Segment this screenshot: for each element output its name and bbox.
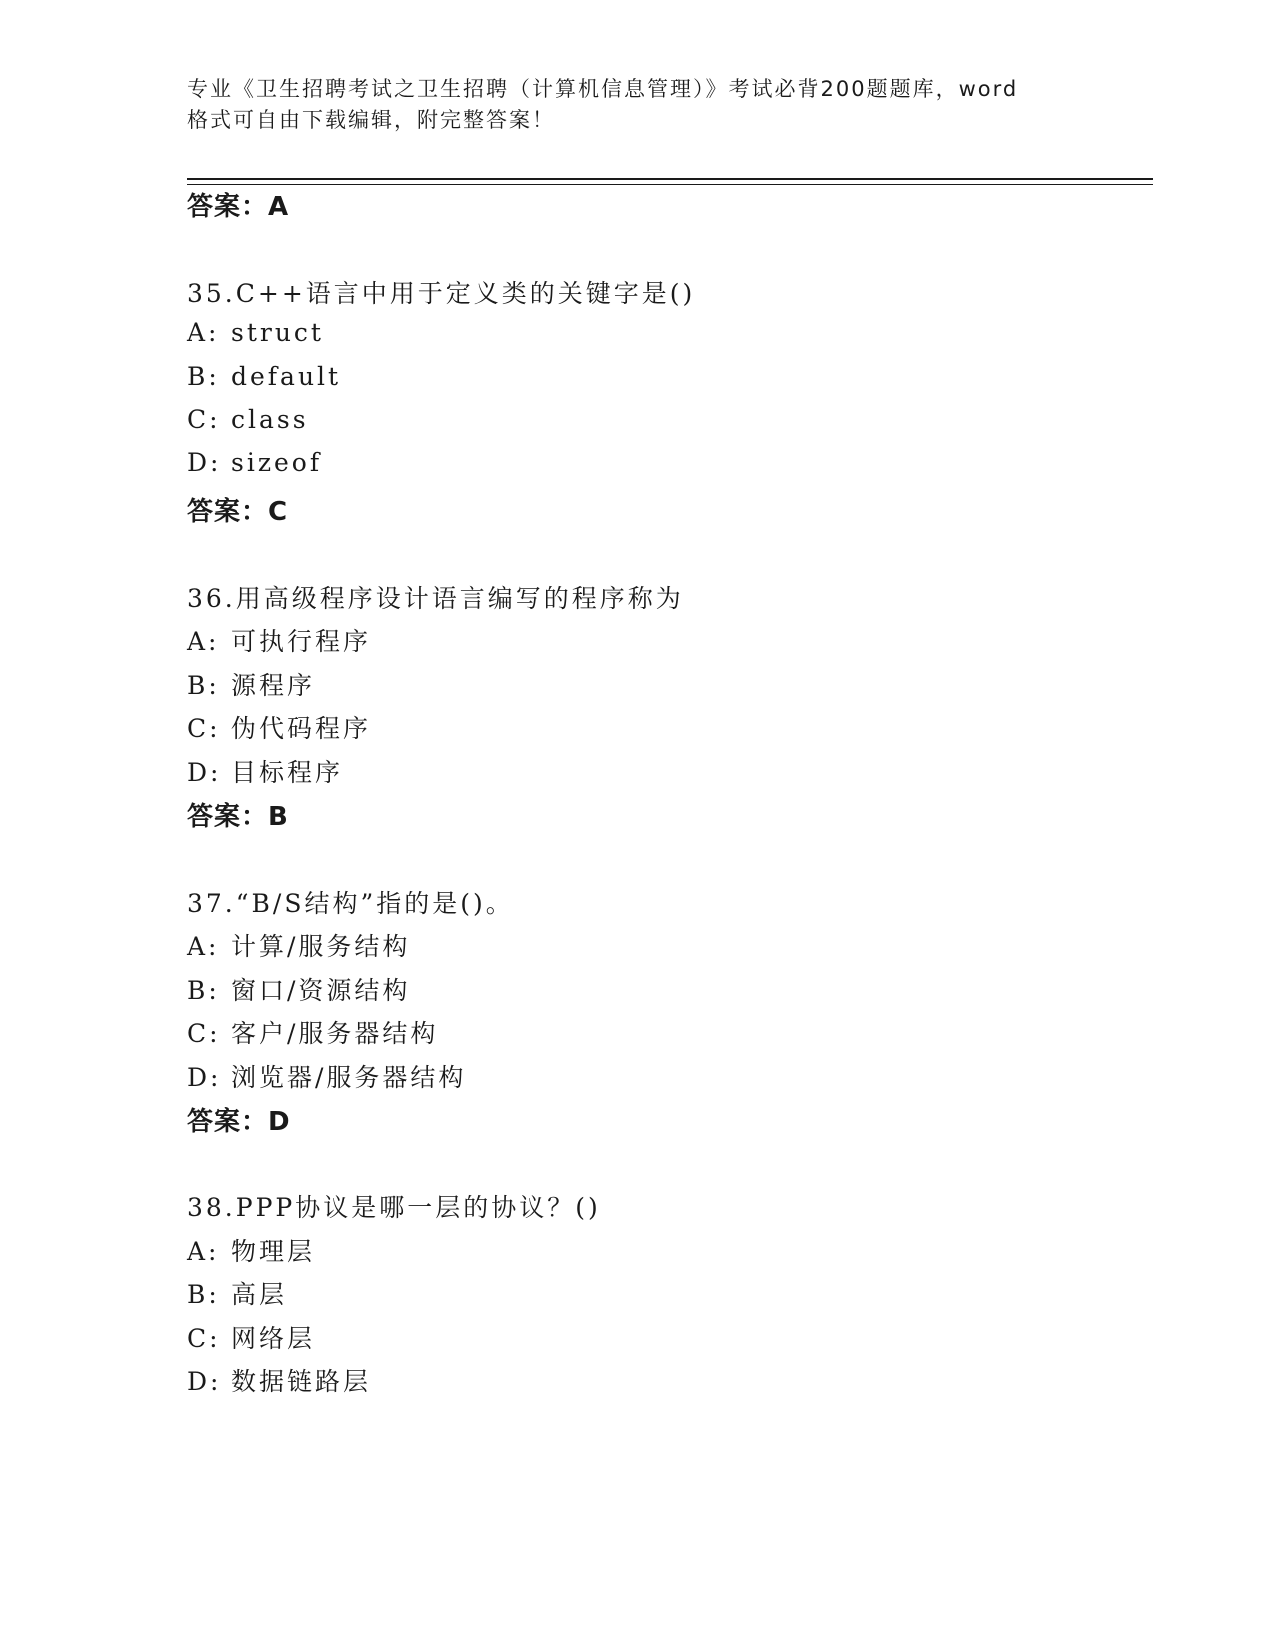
option-letter: B: xyxy=(187,976,220,1005)
option-text: 计算/服务结构 xyxy=(231,932,411,961)
document-header xyxy=(187,74,1087,136)
question-38: 38.PPP协议是哪一层的协议？() xyxy=(187,1193,601,1222)
question-37: 37.“B/S结构”指的是()。 xyxy=(187,889,514,918)
option-38-a xyxy=(187,1232,315,1268)
option-letter: C: xyxy=(187,1019,221,1048)
answer-36 xyxy=(187,796,289,833)
option-letter: A: xyxy=(187,627,220,656)
option-letter: C: xyxy=(187,714,221,743)
option-letter: A: xyxy=(187,932,220,961)
header-divider-thin xyxy=(187,184,1153,185)
option-text: 浏览器/服务器结构 xyxy=(231,1063,467,1092)
option-35-c xyxy=(187,405,309,434)
option-text: 源程序 xyxy=(231,671,316,700)
option-text: 可执行程序 xyxy=(231,627,372,656)
option-letter: D: xyxy=(187,448,222,477)
answer-value: C xyxy=(268,497,289,527)
option-letter: B: xyxy=(187,362,220,391)
option-letter: D: xyxy=(187,1063,222,1092)
option-letter: B: xyxy=(187,1280,220,1309)
option-text: class xyxy=(231,405,309,434)
option-35-b xyxy=(187,362,341,391)
header-line-2: 格式可自由下载编辑，附完整答案！ xyxy=(187,108,555,132)
question-35: 35.C++语言中用于定义类的关键字是() xyxy=(187,279,696,308)
question-36: 36.用高级程序设计语言编写的程序称为 xyxy=(187,584,684,613)
option-text: 数据链路层 xyxy=(231,1367,372,1396)
answer-label: 答案： xyxy=(187,497,269,527)
option-letter: A: xyxy=(187,318,220,347)
option-36-d xyxy=(187,753,343,789)
option-35-d xyxy=(187,448,322,477)
answer-prev xyxy=(187,186,289,223)
option-text: 目标程序 xyxy=(231,758,344,787)
option-37-b xyxy=(187,971,410,1007)
option-38-c xyxy=(187,1319,315,1355)
option-37-d xyxy=(187,1058,466,1094)
option-36-b xyxy=(187,666,315,702)
option-text: 窗口/资源结构 xyxy=(231,976,411,1005)
answer-value: A xyxy=(268,192,290,222)
option-38-b xyxy=(187,1275,287,1311)
option-letter: D: xyxy=(187,1367,222,1396)
option-text: 物理层 xyxy=(231,1237,316,1266)
answer-value: D xyxy=(268,1107,291,1137)
option-text: 网络层 xyxy=(231,1324,316,1353)
option-letter: C: xyxy=(187,405,221,434)
option-36-c xyxy=(187,709,371,745)
option-text: 客户/服务器结构 xyxy=(231,1019,439,1048)
option-text: 伪代码程序 xyxy=(231,714,372,743)
answer-label: 答案： xyxy=(187,1107,269,1137)
answer-label: 答案： xyxy=(187,192,269,222)
option-text: 高层 xyxy=(231,1280,288,1309)
option-36-a xyxy=(187,622,371,658)
option-text: struct xyxy=(231,318,324,347)
option-38-d xyxy=(187,1362,371,1398)
header-divider-thick xyxy=(187,178,1153,180)
answer-35 xyxy=(187,491,288,528)
answer-value: B xyxy=(268,802,289,832)
header-line-1: 专业《卫生招聘考试之卫生招聘（计算机信息管理）》考试必背200题题库，word xyxy=(187,77,1019,101)
option-37-c xyxy=(187,1014,438,1050)
option-letter: D: xyxy=(187,758,222,787)
option-37-a xyxy=(187,927,410,963)
option-letter: C: xyxy=(187,1324,221,1353)
answer-label: 答案： xyxy=(187,802,269,832)
option-letter: B: xyxy=(187,671,220,700)
option-text: sizeof xyxy=(231,448,323,477)
option-letter: A: xyxy=(187,1237,220,1266)
option-text: default xyxy=(231,362,342,391)
answer-37 xyxy=(187,1101,291,1138)
option-35-a xyxy=(187,318,324,347)
